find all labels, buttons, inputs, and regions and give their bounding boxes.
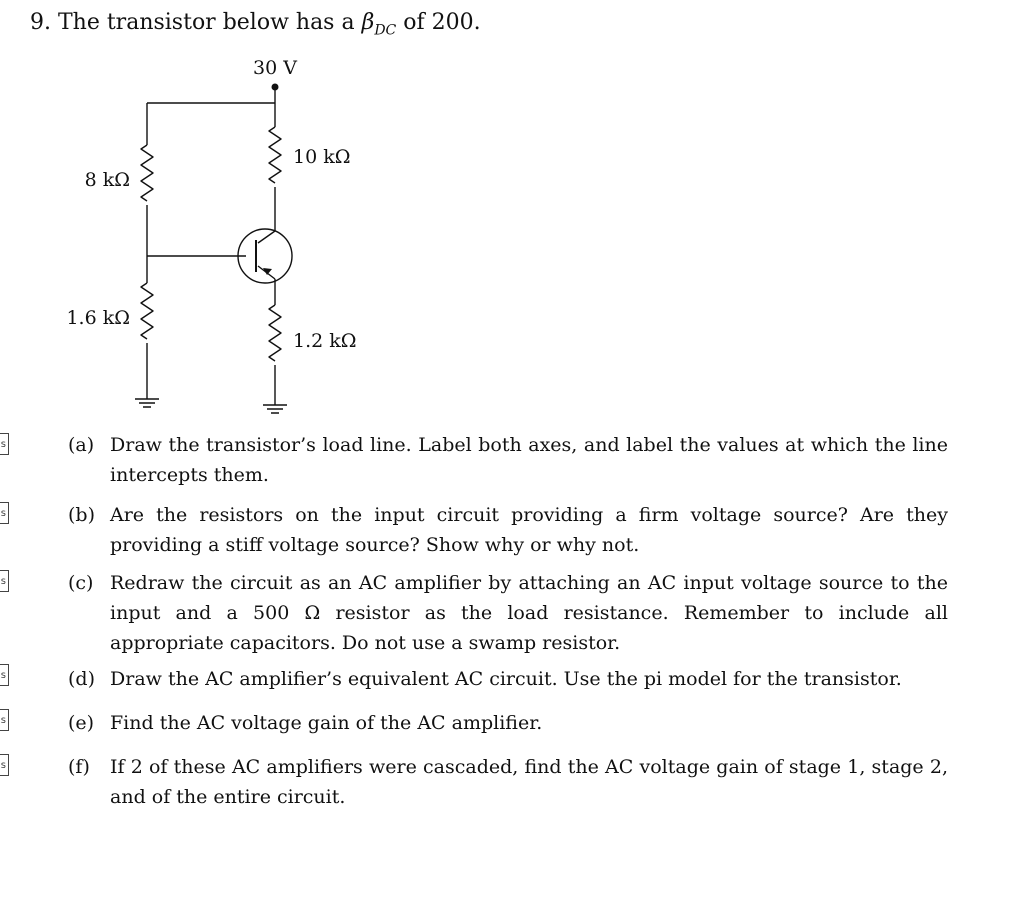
part-d-label: (d)	[68, 668, 95, 690]
part-c	[68, 568, 948, 658]
part-f	[68, 752, 948, 812]
part-f-label: (f)	[68, 756, 90, 778]
margin-mark-a: s	[0, 433, 9, 455]
part-c-label: (c)	[68, 572, 94, 594]
collector-wire	[258, 187, 275, 243]
beta-symbol: β	[361, 10, 375, 35]
part-a-label: (a)	[68, 434, 95, 456]
top-rail-wire	[147, 87, 275, 103]
re-label: 1.2 kΩ	[293, 330, 357, 352]
margin-mark-e: s	[0, 709, 9, 731]
part-f-text: If 2 of these AC amplifiers were cascaded, find the AC voltage gain of stage 1, stage 2, and of the entire circuit.	[110, 756, 948, 808]
right-ground-symbol	[263, 405, 287, 413]
margin-mark-d: s	[0, 664, 9, 686]
part-e-text: Find the AC voltage gain of the AC amplifier.	[110, 712, 543, 734]
transistor-circle	[238, 229, 292, 283]
title-prefix: 9. The transistor below has a	[30, 10, 362, 35]
beta-subscript: DC	[374, 22, 397, 39]
r1-resistor	[141, 145, 153, 201]
part-b	[68, 500, 948, 560]
left-ground-symbol	[135, 399, 159, 407]
part-a-text: Draw the transistor’s load line. Label both axes, and label the values at which the line intercepts them.	[110, 434, 948, 486]
part-b-label: (b)	[68, 504, 95, 526]
margin-mark-c: s	[0, 570, 9, 592]
part-d-text: Draw the AC amplifier’s equivalent AC circuit. Use the pi model for the transistor.	[110, 668, 902, 690]
title-suffix: of 200.	[396, 10, 481, 35]
part-e-label: (e)	[68, 712, 95, 734]
rc-label: 10 kΩ	[293, 146, 351, 168]
rc-resistor	[269, 127, 281, 183]
circuit-diagram	[0, 0, 420, 425]
r1-label: 8 kΩ	[84, 169, 130, 191]
question-parts	[68, 430, 948, 812]
part-c-text: Redraw the circuit as an AC amplifier by attaching an AC input voltage source to the input and a 500 Ω resistor as the load resistance. Remember to include all appropriate capacitors. Do not use a swamp resistor.	[110, 572, 948, 654]
r2-resistor	[141, 283, 153, 339]
re-resistor	[269, 305, 281, 361]
part-a	[68, 430, 948, 490]
part-e	[68, 708, 948, 738]
margin-mark-b: s	[0, 502, 9, 524]
part-d	[68, 664, 948, 694]
r2-label: 1.6 kΩ	[66, 307, 130, 329]
part-b-text: Are the resistors on the input circuit providing a firm voltage source? Are they providing a stiff voltage source? Show why or why not.	[110, 504, 948, 556]
supply-label: 30 V	[253, 57, 297, 79]
margin-mark-f: s	[0, 754, 9, 776]
